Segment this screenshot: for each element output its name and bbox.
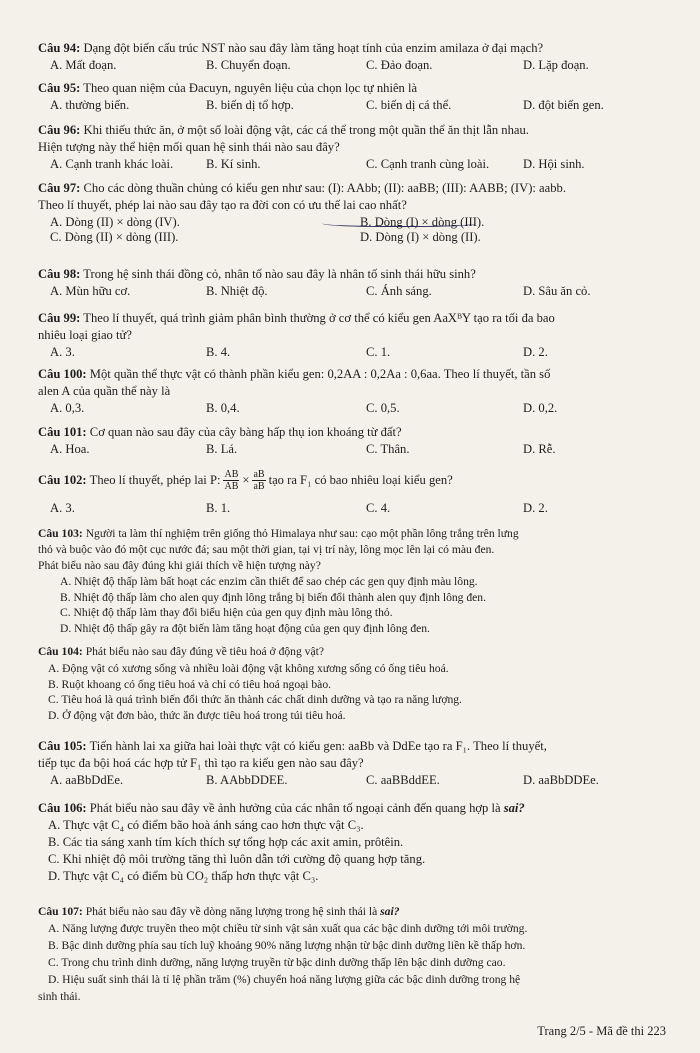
question-text-cont: thỏ và buộc vào đó một cục nước đá; sau một thời gian, tại vị trí này, lông mọc lên lại có màu đen. bbox=[38, 543, 495, 556]
question-label: Câu 105: bbox=[38, 739, 87, 753]
option-a: A. thường biến. bbox=[50, 98, 130, 112]
option-c: C. Trong chu trình dinh dưỡng, năng lượng truyền từ bậc dinh dưỡng thấp lên bậc dinh dưỡng cao. bbox=[48, 956, 506, 969]
fraction-denominator: AB bbox=[224, 480, 239, 492]
question-label: Câu 103: bbox=[38, 527, 83, 540]
option-a: A. Mất đoạn. bbox=[50, 58, 117, 72]
question-text: Tiến hành lai xa giữa hai loài thực vật có kiểu gen: aaBb và DdEe tạo ra F₁. Theo lí thuyết, bbox=[89, 739, 547, 753]
option-d-cont: sinh thái. bbox=[38, 990, 81, 1003]
option-a: A. Mùn hữu cơ. bbox=[50, 284, 131, 298]
option-c: C. Dòng (II) × dòng (III). bbox=[50, 230, 179, 244]
option-a: A. 0,3. bbox=[50, 401, 85, 415]
question-text: Trong hệ sinh thái đồng cỏ, nhân tố nào sau đây là nhân tố sinh thái hữu sinh? bbox=[83, 267, 476, 281]
option-d: D. Lặp đoạn. bbox=[523, 58, 589, 72]
option-d: D. Thực vật C₄ có điểm bù CO₂ thấp hơn thực vật C₃. bbox=[48, 869, 319, 883]
times-sign: × bbox=[242, 472, 250, 487]
option-b: B. Chuyển đoạn. bbox=[206, 58, 291, 72]
option-b: B. Ruột khoang có ống tiêu hoá và chỉ có tiêu hoá ngoại bào. bbox=[48, 677, 332, 691]
option-b: B. biến dị tổ hợp. bbox=[206, 98, 294, 112]
question-text: Phát biểu nào sau đây về ảnh hưởng của các nhân tố ngoại cảnh đến quang hợp là bbox=[89, 801, 501, 815]
question-97 bbox=[38, 180, 666, 244]
question-text: Theo lí thuyết, phép lai P: bbox=[89, 472, 221, 487]
question-text: Một quần thể thực vật có thành phần kiểu gen: 0,2AA : 0,2Aa : 0,6aa. Theo lí thuyết, tần số bbox=[89, 367, 551, 381]
question-text: Người ta làm thí nghiệm trên giống thỏ Himalaya như sau: cạo một phần lông trắng trên lưng bbox=[85, 527, 519, 540]
option-c: C. Tiêu hoá là quá trình biến đổi thức ăn thành các chất dinh dưỡng và tạo ra năng lượng. bbox=[48, 693, 462, 706]
option-b: B. Lá. bbox=[206, 442, 238, 456]
option-c: C. Cạnh tranh cùng loài. bbox=[366, 157, 490, 171]
question-label: Câu 98: bbox=[38, 267, 81, 281]
question-101 bbox=[38, 424, 666, 458]
question-105 bbox=[38, 738, 666, 789]
option-d: D. Sâu ăn cỏ. bbox=[523, 284, 591, 298]
option-a: A. Cạnh tranh khác loài. bbox=[50, 157, 174, 171]
option-b: B. 0,4. bbox=[206, 401, 240, 415]
option-c: C. Đảo đoạn. bbox=[366, 58, 433, 72]
question-label: Câu 95: bbox=[38, 81, 81, 95]
fraction-numerator: AB bbox=[224, 468, 239, 480]
fraction-denominator: aB bbox=[253, 480, 265, 492]
option-b: B. Bậc dinh dưỡng phía sau tích luỹ khoảng 90% năng lượng nhận từ bậc dinh dưỡng liền kề thấp hơn. bbox=[48, 939, 526, 952]
option-c: C. 4. bbox=[366, 501, 391, 515]
option-c: C. aaBBddEE. bbox=[366, 773, 440, 787]
option-d: D. Ở động vật đơn bào, thức ăn được tiêu hoá trong túi tiêu hoá. bbox=[48, 708, 346, 722]
question-102 bbox=[38, 466, 666, 517]
question-text: Theo lí thuyết, quá trình giảm phân bình thường ở cơ thể có kiểu gen AaXᴮY tạo ra tối đa bao bbox=[83, 311, 555, 325]
question-103 bbox=[38, 526, 666, 636]
question-text: Cho các dòng thuần chủng có kiểu gen như sau: (I): AAbb; (II): aaBB; (III): AABB; (IV): aabb. bbox=[83, 181, 566, 195]
option-d: D. aaBbDDEe. bbox=[523, 773, 599, 787]
option-a: A. 3. bbox=[50, 345, 75, 359]
option-b: B. Các tia sáng xanh tím kích thích sự tổng hợp các axit amin, prôtêin. bbox=[48, 835, 404, 849]
option-c: C. 0,5. bbox=[366, 401, 400, 415]
option-a: A. Động vật có xương sống và nhiều loài động vật không xương sống có ống tiêu hoá. bbox=[48, 662, 449, 675]
option-c: C. 1. bbox=[366, 345, 391, 359]
question-text: Phát biểu nào sau đây về dòng năng lượng trong hệ sinh thái là bbox=[85, 905, 378, 918]
option-c: C. Ánh sáng. bbox=[366, 284, 432, 298]
page-footer: Trang 2/5 - Mã đề thi 223 bbox=[537, 1024, 666, 1038]
question-label: Câu 97: bbox=[38, 181, 81, 195]
question-text-cont: alen A của quần thể này là bbox=[38, 384, 171, 398]
question-98 bbox=[38, 266, 666, 300]
option-a: A. Năng lượng được truyền theo một chiều từ sinh vật sản xuất qua các bậc dinh dưỡng tới môi trường. bbox=[48, 922, 528, 935]
question-label: Câu 100: bbox=[38, 367, 87, 381]
genotype-fraction-1 bbox=[223, 469, 239, 492]
question-text-cont: Theo lí thuyết, phép lai nào sau đây tạo ra đời con có ưu thế lai cao nhất? bbox=[38, 198, 407, 212]
option-d: D. Rễ. bbox=[523, 442, 556, 456]
question-emphasis: sai? bbox=[503, 801, 525, 815]
option-b: B. 4. bbox=[206, 345, 231, 359]
question-text-cont: nhiêu loại giao tử? bbox=[38, 328, 132, 342]
option-c: C. Khi nhiệt độ môi trường tăng thì luôn dẫn tới cường độ quang hợp tăng. bbox=[48, 852, 426, 866]
option-b: B. Nhiệt độ. bbox=[206, 284, 268, 298]
option-d: D. Dòng (I) × dòng (II). bbox=[360, 230, 481, 244]
option-d: D. 2. bbox=[523, 501, 548, 515]
question-96 bbox=[38, 122, 666, 173]
question-text-cont: tạo ra F₁ có bao nhiêu loại kiểu gen? bbox=[268, 472, 453, 487]
question-label: Câu 96: bbox=[38, 123, 81, 137]
option-d: D. 2. bbox=[523, 345, 548, 359]
question-107 bbox=[38, 904, 666, 1006]
option-a: A. aaBbDdEe. bbox=[50, 773, 124, 787]
option-b: B. Nhiệt độ thấp làm cho alen quy định lông trắng bị biến đổi thành alen quy định lông đen. bbox=[60, 590, 486, 604]
question-text-cont: Phát biểu nào sau đây đúng khi giải thích về hiện tượng này? bbox=[38, 559, 321, 572]
question-text: Khi thiếu thức ăn, ở một số loài động vật, các cá thể trong một quần thể ăn thịt lẫn nhau. bbox=[83, 123, 529, 137]
question-text: Dạng đột biến cấu trúc NST nào sau đây làm tăng hoạt tính của enzim amilaza ở đại mạch? bbox=[83, 41, 544, 55]
option-c: C. biến dị cá thể. bbox=[366, 98, 452, 112]
question-94 bbox=[38, 40, 666, 74]
question-label: Câu 102: bbox=[38, 472, 87, 487]
question-label: Câu 99: bbox=[38, 311, 81, 325]
question-106 bbox=[38, 800, 666, 885]
option-b: B. 1. bbox=[206, 501, 231, 515]
question-104 bbox=[38, 644, 666, 723]
question-emphasis: sai? bbox=[380, 905, 400, 918]
question-100 bbox=[38, 366, 666, 417]
question-label: Câu 107: bbox=[38, 905, 83, 918]
option-a: A. Dòng (II) × dòng (IV). bbox=[50, 215, 180, 229]
option-d: D. Hiệu suất sinh thái là tỉ lệ phần trăm (%) chuyển hoá năng lượng giữa các bậc dinh dưỡng trong hệ bbox=[48, 973, 521, 986]
question-text: Cơ quan nào sau đây của cây bàng hấp thụ ion khoáng từ đất? bbox=[89, 425, 402, 439]
option-d: D. Hội sinh. bbox=[523, 157, 585, 171]
fraction-numerator: aB bbox=[253, 468, 265, 480]
option-b: B. Dòng (I) × dòng (III). bbox=[360, 215, 485, 229]
option-a: A. Hoa. bbox=[50, 442, 90, 456]
option-a: A. 3. bbox=[50, 501, 75, 515]
option-c: C. Thân. bbox=[366, 442, 410, 456]
question-label: Câu 106: bbox=[38, 801, 87, 815]
option-d: D. đột biến gen. bbox=[523, 98, 604, 112]
question-label: Câu 104: bbox=[38, 645, 83, 658]
option-b: B. Kí sinh. bbox=[206, 157, 261, 171]
question-label: Câu 94: bbox=[38, 41, 81, 55]
genotype-fraction-2 bbox=[252, 469, 265, 492]
option-a: A. Thực vật C₄ có điểm bão hoà ánh sáng cao hơn thực vật C₃. bbox=[48, 818, 364, 832]
question-text: Theo quan niệm của Đacuyn, nguyên liệu của chọn lọc tự nhiên là bbox=[83, 81, 418, 95]
option-b: B. AAbbDDEE. bbox=[206, 773, 288, 787]
question-text-cont: Hiện tượng này thể hiện mối quan hệ sinh thái nào sau đây? bbox=[38, 140, 340, 154]
question-99 bbox=[38, 310, 666, 361]
pen-underline-mark bbox=[322, 218, 476, 227]
option-d: D. 0,2. bbox=[523, 401, 558, 415]
option-a: A. Nhiệt độ thấp làm bất hoạt các enzim cần thiết để sao chép các gen quy định màu lông. bbox=[60, 575, 478, 588]
question-95 bbox=[38, 80, 666, 114]
option-c: C. Nhiệt độ thấp làm thay đổi biểu hiện của gen quy định màu lông thỏ. bbox=[60, 606, 393, 619]
question-text-cont: tiếp tục đa bội hoá các hợp tử F₁ thì tạo ra kiểu gen nào sau đây? bbox=[38, 756, 364, 770]
option-d: D. Nhiệt độ thấp gây ra đột biến làm tăng hoạt động của gen quy định lông đen. bbox=[60, 621, 430, 635]
question-text: Phát biểu nào sau đây đúng về tiêu hoá ở động vật? bbox=[85, 645, 324, 658]
question-label: Câu 101: bbox=[38, 425, 87, 439]
